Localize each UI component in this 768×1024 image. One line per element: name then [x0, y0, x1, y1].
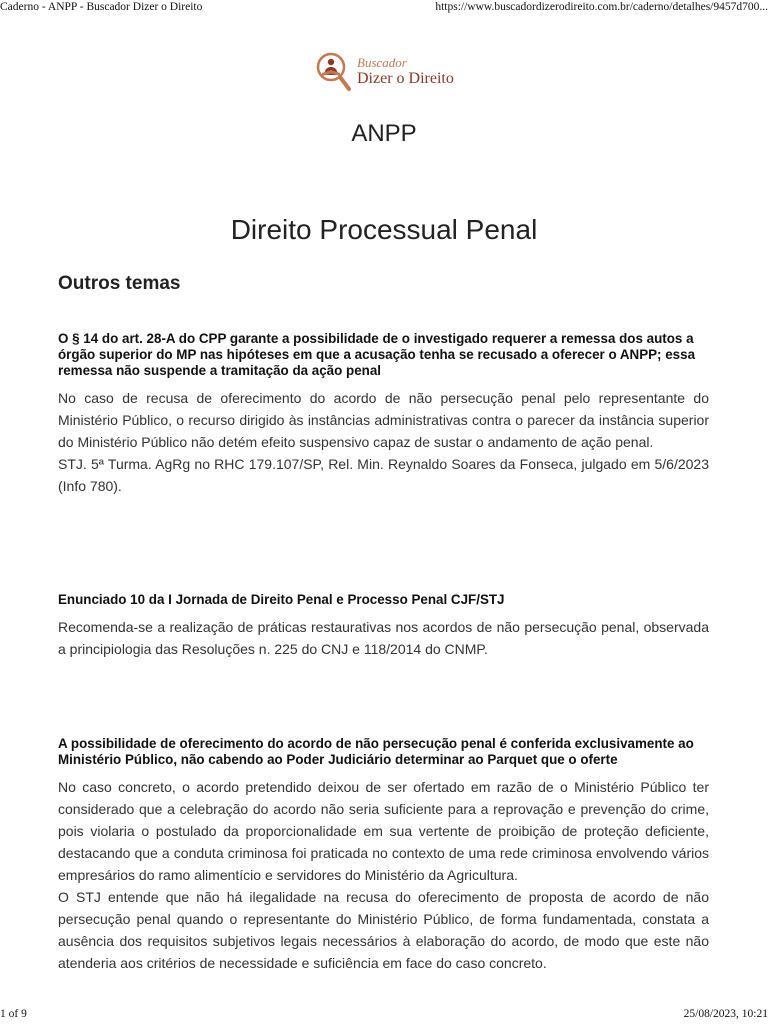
- logo-title: Dizer o Direito: [357, 69, 454, 87]
- logo-subtitle: Buscador: [357, 54, 407, 70]
- precedent-citation: STJ. 5ª Turma. AgRg no RHC 179.107/SP, Rel. Min. Reynaldo Soares da Fonseca, julgado em 5/6/2023 (Info 780).: [58, 456, 709, 494]
- print-footer: [0, 1008, 768, 1024]
- print-datetime: 25/08/2023, 10:21: [683, 1008, 768, 1020]
- precedent-paragraph: No caso concreto, o acordo pretendido deixou de ser ofertado em razão de o Ministério Público ter considerado que a celebração do acordo não seria suficiente para a reprovação e prevenção do crime, pois violaria o postulado da proporcionalidade em sua vertente de proibição de proteção deficiente, destacando que a conduta criminosa foi praticada no contexto de uma rede criminosa envolvendo vários empresários do ramo alimentício e servidores do Ministério da Agricultura.: [58, 779, 709, 883]
- precedent-heading: A possibilidade de oferecimento do acordo de não persecução penal é conferida exclusivamente ao Ministério Público, não cabendo ao Poder Judiciário determinar ao Parquet que o oferte: [58, 736, 694, 767]
- notebook-title: ANPP: [351, 120, 417, 147]
- precedent-item: [58, 331, 709, 497]
- section-heading: Outros temas: [58, 273, 181, 294]
- precedent-heading: O § 14 do art. 28-A do CPP garante a possibilidade de o investigado requerer a remessa dos autos a órgão superior do MP nas hipóteses em que a acusação tenha se recusado a oferecer o ANPP; essa remessa não suspende a tramitação da ação penal: [58, 331, 696, 378]
- precedent-paragraph: O STJ entende que não há ilegalidade na recusa do oferecimento de proposta de acordo de não persecução penal quando o representante do Ministério Público, de forma fundamentada, constata a ausência dos requisitos subjetivos legais necessários à elaboração do acordo, de modo que este não atenderia aos critérios de necessidade e suficiência em face do caso concreto.: [58, 889, 709, 971]
- print-page-title: Caderno - ANPP - Buscador Dizer o Direito: [0, 1, 203, 13]
- precedent-heading: Enunciado 10 da I Jornada de Direito Penal e Processo Penal CJF/STJ: [58, 592, 505, 607]
- precedent-item: [58, 592, 709, 660]
- precedent-item: [58, 736, 709, 974]
- print-header: [0, 0, 768, 16]
- subject-area-title: Direito Processual Penal: [230, 214, 538, 245]
- page-counter: 1 of 9: [0, 1008, 27, 1020]
- site-logo[interactable]: [313, 46, 463, 96]
- precedent-body: [58, 776, 709, 974]
- precedent-body: [58, 616, 709, 660]
- precedent-paragraph: Recomenda-se a realização de práticas restaurativas nos acordos de não persecução penal, observada a principiologia das Resoluções n. 225 do CNJ e 118/2014 do CNMP.: [58, 619, 709, 657]
- precedent-paragraph: No caso de recusa de oferecimento do acordo de não persecução penal pelo representante do Ministério Público, o recurso dirigido às instâncias administrativas contra o parecer da instância superior do Ministério Público não detém efeito suspensivo capaz de sustar o andamento de ação penal.: [58, 390, 709, 450]
- magnifier-reader-icon: [313, 49, 353, 93]
- print-page-url: https://www.buscadordizerodireito.com.br/caderno/detalhes/9457d700...: [435, 1, 768, 13]
- precedent-body: [58, 387, 709, 497]
